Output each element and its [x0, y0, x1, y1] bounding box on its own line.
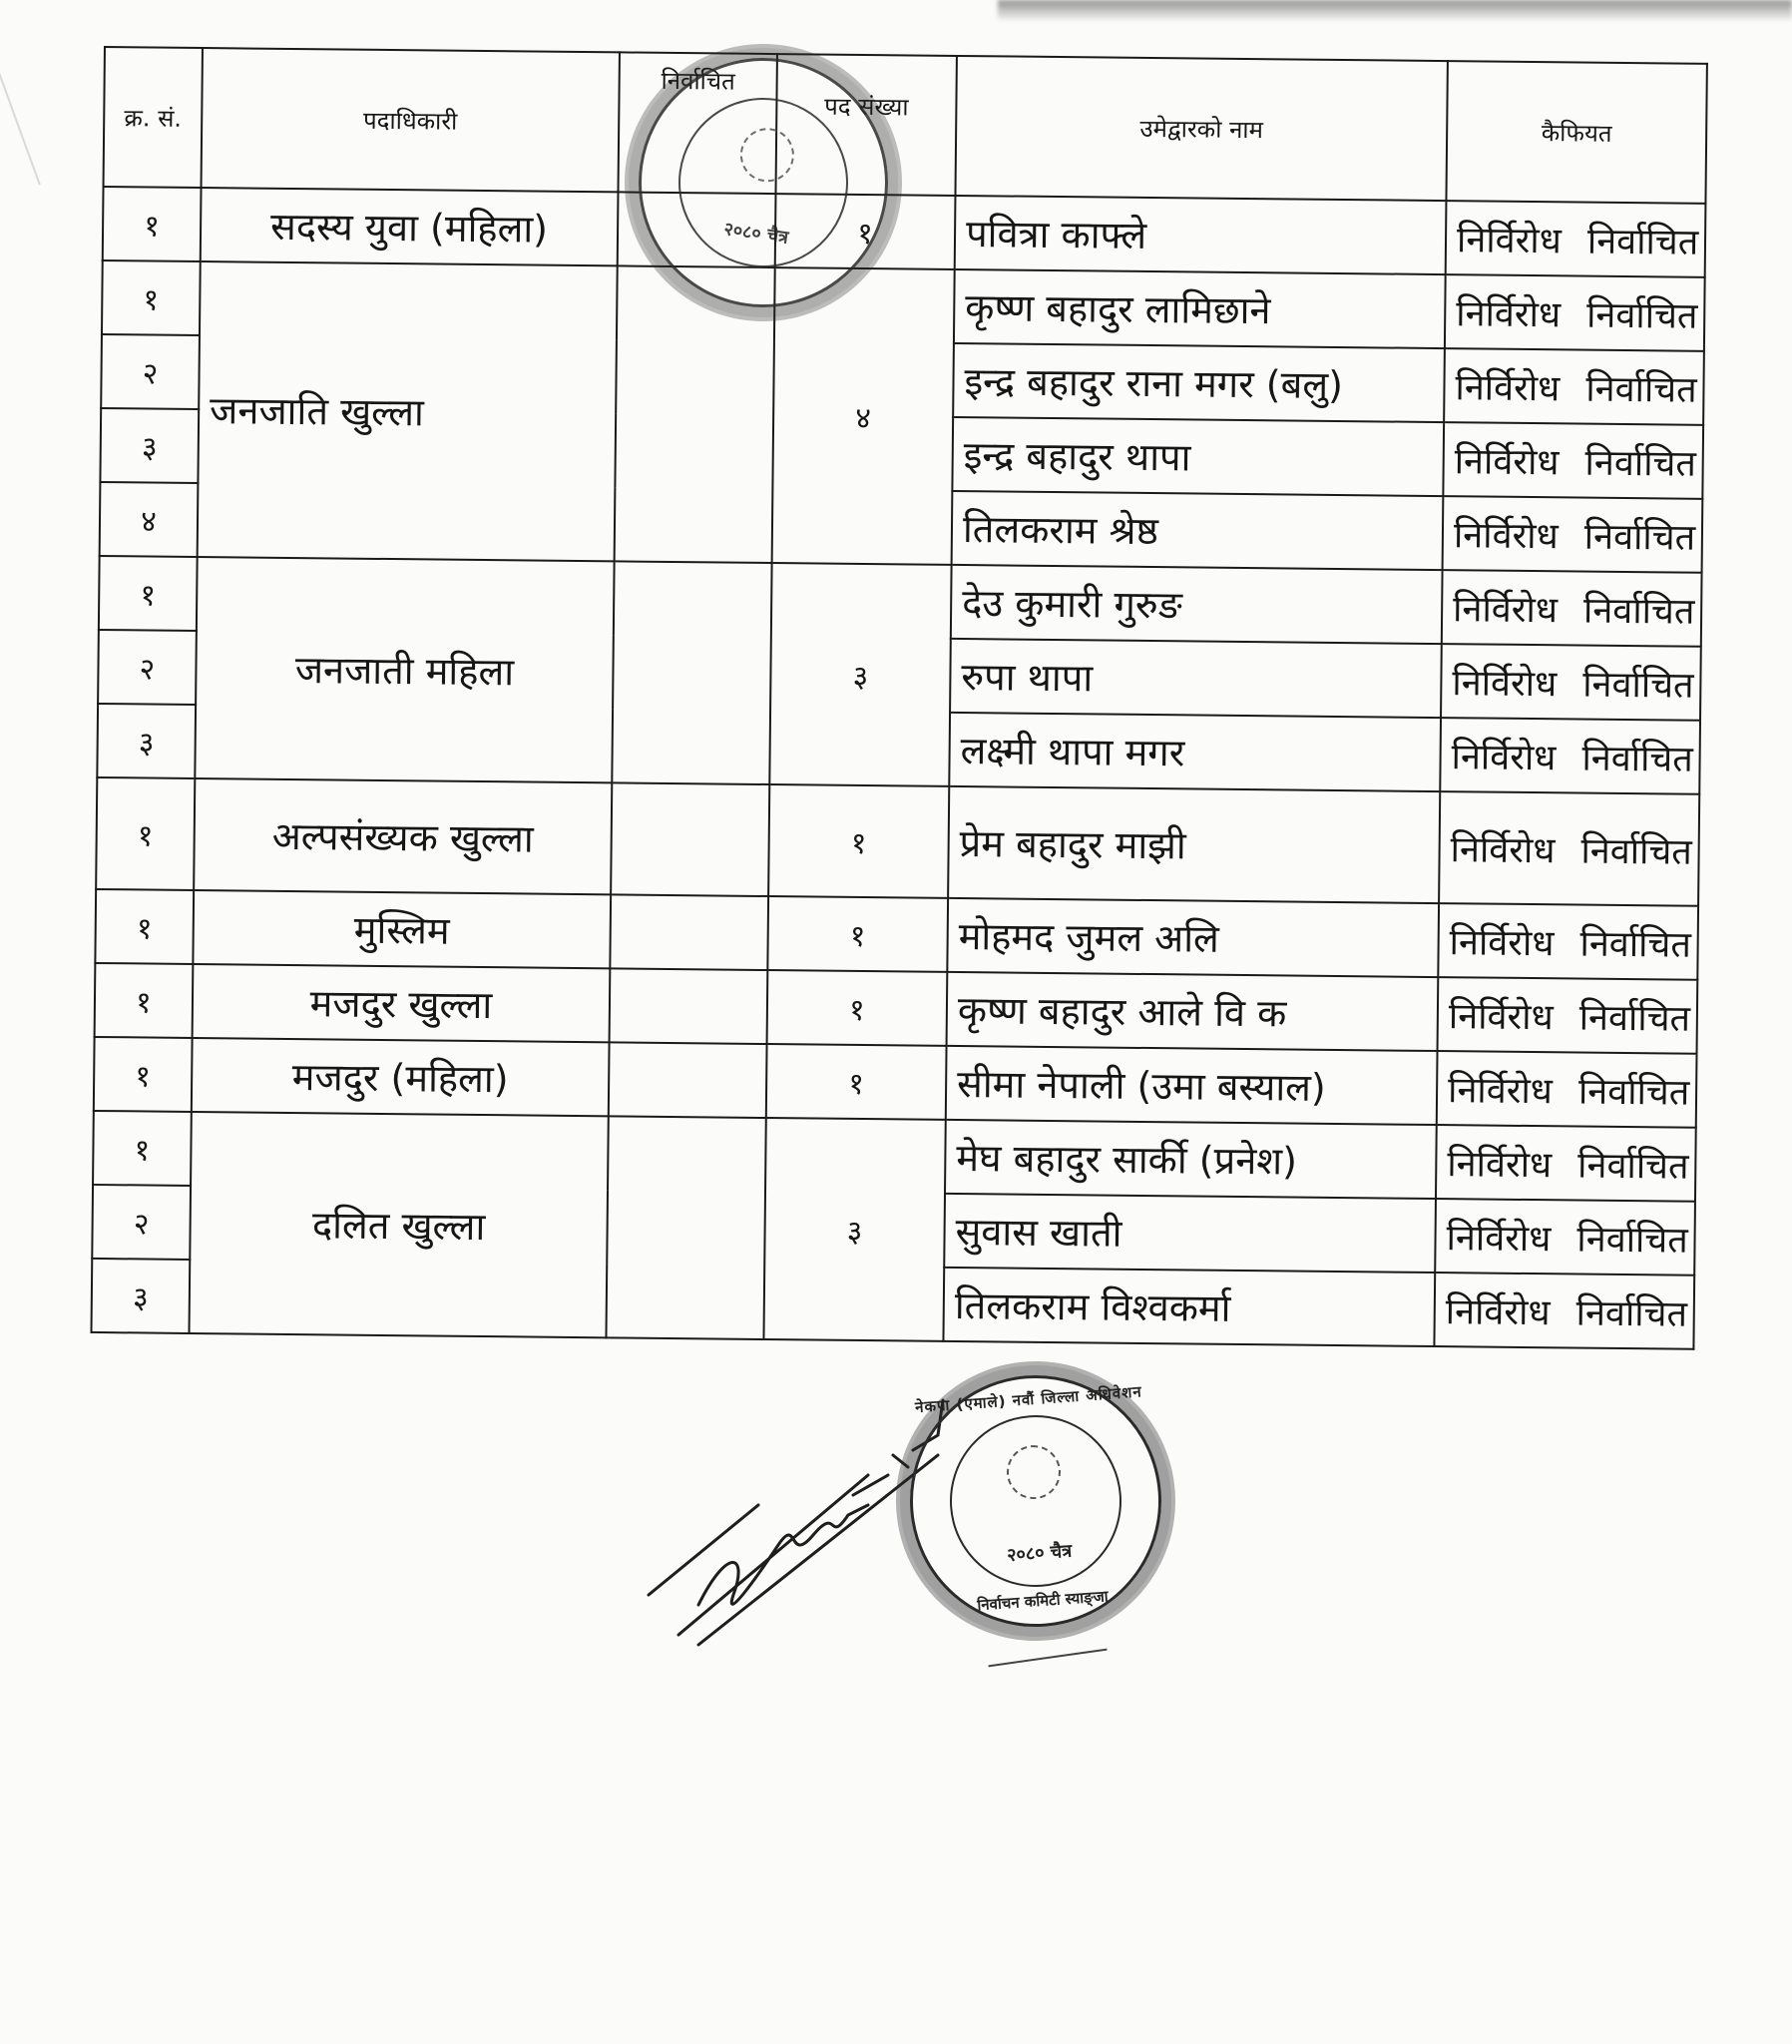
remark-elected: निर्वाचित	[1582, 590, 1695, 633]
signature-stroke	[649, 1400, 943, 1645]
post-title: सदस्य युवा (महिला)	[201, 188, 619, 265]
post-count: १	[766, 1044, 947, 1120]
table-body	[92, 187, 1706, 1349]
candidate-name: रुपा थापा	[950, 639, 1442, 718]
elected-cell	[609, 1042, 767, 1118]
remarks-cell	[1436, 1125, 1696, 1202]
serial-number: ४	[100, 482, 199, 557]
remarks-cell	[1437, 1051, 1697, 1128]
remarks-cell	[1446, 201, 1706, 277]
stamp-bottom-text: निर्वाचन कमिटी स्याङ्जा	[976, 1587, 1110, 1615]
table-row	[93, 1111, 1696, 1202]
remark-elected: निर्वाचित	[1583, 516, 1696, 559]
post-title: जनजाती महिला	[195, 557, 614, 782]
elected-cell	[611, 782, 769, 896]
serial-number: १	[94, 1037, 193, 1112]
remark-unopposed: निर्विरोध	[1451, 736, 1557, 778]
serial-number: १	[95, 889, 194, 964]
remarks-cell	[1443, 422, 1703, 499]
remarks-cell	[1441, 644, 1701, 721]
header-post: पदाधिकारी	[202, 48, 620, 192]
remark-elected: निर्वाचित	[1576, 1219, 1688, 1262]
candidate-name: मोहमद जुमल अलि	[947, 898, 1439, 977]
remark-elected: निर्वाचित	[1582, 664, 1694, 707]
remark-unopposed: निर्विरोध	[1453, 514, 1559, 557]
serial-number: १	[102, 260, 201, 335]
stamp-date: २०८० चैत्र	[722, 219, 790, 249]
remark-unopposed: निर्विरोध	[1446, 1217, 1552, 1260]
remark-elected: निर्वाचित	[1575, 1292, 1688, 1335]
post-title: अल्पसंख्यक खुल्ला	[194, 778, 612, 894]
elected-cell	[606, 1116, 765, 1339]
table-header-row	[104, 47, 1707, 204]
remark-unopposed: निर्विरोध	[1452, 588, 1559, 631]
post-title: मजदुर (महिला)	[192, 1038, 610, 1116]
header-elected: निर्वाचित	[618, 52, 776, 194]
remark-elected: निर्वाचित	[1578, 997, 1691, 1040]
candidate-name: सीमा नेपाली (उमा बस्याल)	[946, 1046, 1438, 1125]
serial-number: २	[92, 1185, 191, 1260]
candidate-name: मेघ बहादुर सार्की (प्रनेश)	[945, 1120, 1437, 1199]
header-candidate-name: उमेद्वारको नाम	[955, 56, 1447, 201]
post-count: १	[767, 970, 948, 1046]
candidate-name: पवित्रा काफ्ले	[955, 196, 1447, 274]
remark-unopposed: निर्विरोध	[1456, 219, 1563, 261]
serial-number: १	[96, 777, 195, 890]
post-title: दलित खुल्ला	[189, 1112, 608, 1337]
serial-number: ३	[100, 408, 199, 483]
remark-elected: निर्वाचित	[1581, 738, 1694, 780]
stamp-top-text: नेकपा (एमाले) नवौं जिल्ला अधिवेशन	[914, 1382, 1143, 1417]
remark-elected: निर्वाचित	[1576, 1145, 1689, 1188]
remarks-cell	[1442, 570, 1702, 647]
candidate-name: सुवास खाती	[944, 1194, 1436, 1273]
serial-number: ३	[97, 704, 196, 778]
serial-number: २	[98, 630, 197, 705]
table-row	[102, 260, 1705, 351]
remark-unopposed: निर्विरोध	[1456, 292, 1562, 335]
remark-unopposed: निर्विरोध	[1449, 921, 1555, 964]
remarks-cell	[1443, 496, 1703, 573]
remark-elected: निर्वाचित	[1580, 830, 1693, 873]
post-title: मुस्लिम	[193, 890, 611, 968]
remark-unopposed: निर्विरोध	[1450, 828, 1556, 871]
remark-unopposed: निर्विरोध	[1445, 1290, 1551, 1333]
post-count: १	[767, 896, 948, 972]
remark-unopposed: निर्विरोध	[1448, 995, 1554, 1038]
elected-cell	[610, 968, 768, 1044]
remark-elected: निर्वाचित	[1584, 442, 1697, 485]
post-count: ४	[772, 267, 955, 565]
remarks-cell	[1434, 1273, 1694, 1349]
post-count: ३	[769, 563, 951, 786]
remarks-cell	[1445, 274, 1705, 351]
candidate-name: इन्द्र बहादुर राना मगर (बलु)	[953, 343, 1445, 422]
serial-number: १	[93, 1111, 192, 1186]
election-results-table-wrapper	[90, 46, 1707, 1350]
scan-smudge	[0, 5, 97, 186]
remarks-cell	[1438, 903, 1698, 980]
post-count: १	[768, 784, 949, 898]
post-count: १	[775, 194, 956, 269]
candidate-name: तिलकराम श्रेष्ठ	[952, 491, 1444, 570]
remarks-cell	[1435, 1199, 1695, 1276]
remarks-cell	[1444, 348, 1704, 425]
serial-number: १	[103, 187, 202, 261]
header-post-count: पद संख्या	[775, 54, 956, 196]
header-serial: क्र. सं.	[104, 47, 203, 188]
elected-cell	[612, 561, 771, 784]
elected-cell	[610, 894, 768, 970]
serial-number: १	[95, 963, 194, 1038]
remark-elected: निर्वाचित	[1577, 1071, 1690, 1114]
election-results-table	[90, 46, 1707, 1350]
remark-unopposed: निर्विरोध	[1454, 440, 1560, 483]
remark-unopposed: निर्विरोध	[1455, 366, 1561, 409]
remarks-cell	[1440, 718, 1700, 794]
candidate-name: तिलकराम विश्वकर्मा	[943, 1268, 1435, 1346]
candidate-name: इन्द्र बहादुर थापा	[952, 417, 1444, 496]
serial-number: ३	[92, 1259, 191, 1333]
post-title: मजदुर खुल्ला	[193, 964, 611, 1042]
serial-number: १	[99, 556, 198, 631]
table-row	[99, 556, 1702, 647]
remark-unopposed: निर्विरोध	[1447, 1143, 1553, 1186]
candidate-name: देउ कुमारी गुरुङ	[951, 565, 1443, 644]
remarks-cell	[1438, 977, 1698, 1054]
remark-elected: निर्वाचित	[1585, 294, 1698, 337]
remarks-cell	[1439, 791, 1699, 906]
serial-number: २	[101, 334, 200, 409]
table-row	[96, 777, 1699, 906]
candidate-name: लक्ष्मी थापा मगर	[949, 713, 1441, 791]
remark-unopposed: निर्विरोध	[1447, 1069, 1554, 1112]
remark-elected: निर्वाचित	[1579, 923, 1692, 966]
header-remarks: कैफियत	[1446, 61, 1706, 204]
signature-underline	[988, 1649, 1107, 1668]
candidate-name: कृष्ण बहादुर लामिछाने	[954, 269, 1446, 348]
stamp-date: २०८० चैत्र	[1006, 1540, 1073, 1567]
remark-elected: निर्वाचित	[1586, 221, 1699, 263]
remark-unopposed: निर्विरोध	[1452, 662, 1558, 705]
elected-cell	[615, 265, 775, 563]
candidate-name: प्रेम बहादुर माझी	[948, 786, 1440, 903]
post-count: ३	[763, 1118, 945, 1341]
post-title: जनजाति खुल्ला	[198, 261, 618, 561]
scan-edge-shadow	[998, 0, 1792, 22]
candidate-name: कृष्ण बहादुर आले वि क	[947, 972, 1439, 1051]
remark-elected: निर्वाचित	[1585, 368, 1697, 411]
